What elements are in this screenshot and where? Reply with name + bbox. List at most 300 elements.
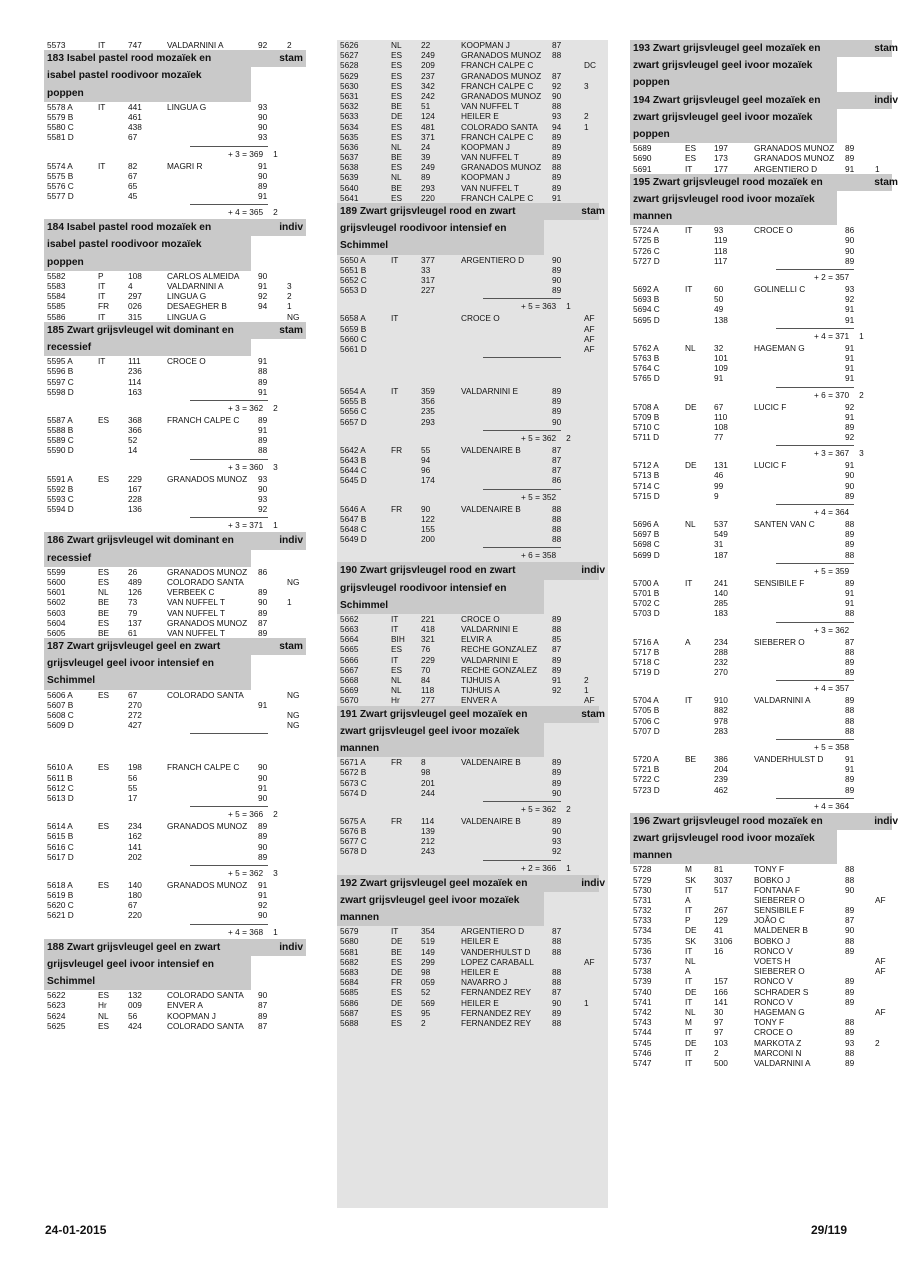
entry-number: 5634 <box>340 121 359 132</box>
entry-number: 5638 <box>340 162 359 173</box>
points: 88 <box>845 549 855 560</box>
table-row <box>44 474 306 484</box>
country-code: ES <box>98 414 110 425</box>
ring-number: 141 <box>714 996 728 1007</box>
table-row <box>630 608 901 618</box>
entry-number: 5703 D <box>633 608 660 619</box>
entry-number: 5653 D <box>340 285 367 296</box>
country-code: ES <box>391 50 403 61</box>
breeder-name: GRANADOS MUNOZ <box>461 162 542 173</box>
table-row <box>630 1038 901 1048</box>
points: 90 <box>845 245 855 256</box>
entry-number: 5614 A <box>47 821 73 832</box>
ring-number: 52 <box>128 435 138 446</box>
country-code: BE <box>391 152 403 163</box>
table-row <box>44 710 306 720</box>
class-header <box>630 174 901 226</box>
placement: NG <box>287 720 300 731</box>
breeder-name: SCHRADER S <box>754 986 809 997</box>
points: 89 <box>258 180 268 191</box>
ring-number: 126 <box>128 587 142 598</box>
ring-number: 155 <box>421 523 435 534</box>
class-header <box>44 50 306 102</box>
table-row <box>337 977 608 987</box>
ring-number: 277 <box>421 695 435 706</box>
team-total <box>630 325 901 343</box>
total-text <box>814 448 864 458</box>
entry-number: 5661 D <box>340 343 367 354</box>
ring-number: 174 <box>421 475 435 486</box>
entry-number: 5685 <box>340 987 359 998</box>
table-row <box>630 1007 901 1017</box>
entry-number: 5573 <box>47 40 66 50</box>
ring-number: 293 <box>421 182 435 193</box>
country-code: IT <box>685 945 693 956</box>
ring-number: 46 <box>714 470 724 481</box>
ring-number: 8 <box>421 757 426 768</box>
total-score: + 3 = 371 <box>228 520 264 531</box>
table-row <box>44 567 306 577</box>
points: 89 <box>258 831 268 842</box>
total-rule <box>190 806 268 807</box>
breeder-name: LUCIC F <box>754 401 787 412</box>
placement: 1 <box>584 685 589 696</box>
class-title-line: poppen <box>44 254 251 271</box>
points: 89 <box>845 143 855 154</box>
ring-number: 424 <box>128 1020 142 1031</box>
ring-number: 67 <box>714 401 724 412</box>
breeder-name: COLORADO SANTA <box>167 990 244 1001</box>
table-row <box>630 412 901 422</box>
country-code: ES <box>98 879 110 890</box>
team-total <box>337 486 608 504</box>
entry-number: 5626 <box>340 40 359 50</box>
table-row <box>630 143 901 153</box>
country-code: P <box>685 915 691 926</box>
ring-number: 84 <box>421 675 431 685</box>
ring-number: 270 <box>128 699 142 710</box>
breeder-name: NAVARRO J <box>461 977 508 988</box>
entry-number: 5746 <box>633 1047 652 1058</box>
table-row <box>630 598 901 608</box>
ring-number: 118 <box>421 685 435 696</box>
table-row <box>630 460 901 470</box>
class-title-line: zwart grijsvleugel geel ivoor mozaïek <box>337 723 544 740</box>
ring-number: 118 <box>714 245 728 256</box>
ring-number: 137 <box>128 617 142 628</box>
table-row <box>630 284 901 294</box>
ring-number: 79 <box>128 607 138 618</box>
points: 87 <box>552 70 562 81</box>
breeder-name: LINGUA G <box>167 311 207 322</box>
country-code: ES <box>391 987 403 998</box>
entry-number: 5593 C <box>47 494 74 504</box>
ring-number: 418 <box>421 624 435 635</box>
ring-number: 136 <box>128 504 142 515</box>
entry-number: 5618 A <box>47 879 73 890</box>
breeder-name: GOLINELLI C <box>754 284 806 294</box>
class-title-line: zwart grijsvleugel geel ivoor mozaïek <box>630 57 837 74</box>
entry-number: 5605 <box>47 627 66 638</box>
table-row <box>44 773 306 783</box>
country-code: FR <box>391 444 403 455</box>
total-rank: 2 <box>566 432 571 443</box>
ring-number: 41 <box>714 925 724 936</box>
points: 92 <box>845 432 855 443</box>
ring-number: 270 <box>714 667 728 678</box>
class-title-line: Schimmel <box>337 237 544 254</box>
points: 90 <box>552 274 562 285</box>
breeder-name: RONCO V <box>754 976 793 987</box>
points: 91 <box>845 163 855 174</box>
entry-number: 5601 <box>47 587 66 598</box>
table-row <box>44 312 306 322</box>
class-header <box>44 638 306 690</box>
table-row <box>44 1000 306 1010</box>
class-header <box>44 532 306 566</box>
ring-number: 2 <box>421 1017 426 1028</box>
country-code: ES <box>391 131 403 142</box>
breeder-name: GRANADOS MUNOZ <box>167 879 248 890</box>
class-type: stam <box>581 708 605 720</box>
points: 89 <box>552 264 562 275</box>
ring-number: 82 <box>128 160 138 171</box>
breeder-name: RECHE GONZALEZ <box>461 664 538 675</box>
points: 92 <box>552 80 562 91</box>
ring-number: 272 <box>128 710 142 720</box>
points: 87 <box>258 1000 268 1011</box>
entry-number: 5763 B <box>633 352 660 363</box>
total-text <box>521 360 531 370</box>
country-code: IT <box>391 386 399 397</box>
entry-number: 5580 C <box>47 122 74 133</box>
placement: AF <box>584 313 595 324</box>
entry-number: 5730 <box>633 884 652 895</box>
entry-number: 5711 D <box>633 432 660 443</box>
points: 88 <box>552 936 562 947</box>
points: 88 <box>845 935 855 946</box>
class-type: indiv <box>581 877 605 889</box>
total-text <box>521 804 571 814</box>
ring-number: 108 <box>128 270 142 281</box>
table-row <box>44 880 306 890</box>
entry-number: 5733 <box>633 915 652 926</box>
ring-number: 97 <box>714 1017 724 1028</box>
country-code: NL <box>391 172 402 183</box>
entry-number: 5588 B <box>47 425 74 436</box>
total-score: + 2 = 357 <box>814 272 850 282</box>
entry-number: 5586 <box>47 311 66 322</box>
entry-number: 5697 B <box>633 529 660 540</box>
total-rule <box>483 430 561 431</box>
placement: AF <box>875 966 886 977</box>
table-row <box>337 644 608 654</box>
breeder-name: TIJHUIS A <box>461 675 500 685</box>
entry-number: 5615 B <box>47 831 74 842</box>
points: 88 <box>845 1017 855 1028</box>
points: 89 <box>845 421 855 432</box>
total-text <box>814 625 859 635</box>
entry-number: 5668 <box>340 675 359 685</box>
entry-number: 5612 C <box>47 782 74 793</box>
ring-number: 67 <box>128 170 138 181</box>
team-total <box>337 857 608 875</box>
ring-number: 237 <box>421 70 435 81</box>
team-total <box>630 384 901 402</box>
country-code: IT <box>98 40 106 50</box>
total-score: + 4 = 368 <box>228 926 264 937</box>
breeder-name: HEILER E <box>461 966 499 977</box>
team-total <box>630 795 901 813</box>
points: 88 <box>845 519 855 529</box>
entry-number: 5704 A <box>633 695 659 706</box>
ring-number: 285 <box>714 598 728 609</box>
breeder-name: VALDENAIRE B <box>461 757 521 768</box>
table-row <box>337 101 608 111</box>
breeder-name: VAN NUFFEL T <box>461 182 519 193</box>
country-code: IT <box>98 311 106 322</box>
breeder-name: CROCE O <box>167 356 206 367</box>
table-row <box>337 50 608 60</box>
country-code: ES <box>391 192 403 203</box>
table-row <box>337 1008 608 1018</box>
country-code: DE <box>685 460 697 471</box>
breeder-name: COLORADO SANTA <box>167 576 244 587</box>
ring-number: 56 <box>128 1010 138 1021</box>
ring-number: 98 <box>421 767 431 778</box>
points: 88 <box>552 523 562 534</box>
country-code: IT <box>391 613 399 624</box>
table-row <box>44 415 306 425</box>
table-row <box>337 947 608 957</box>
entry-number: 5677 C <box>340 836 367 847</box>
points: 89 <box>258 607 268 618</box>
points: 89 <box>552 613 562 624</box>
total-rule <box>190 517 268 518</box>
points: 90 <box>845 480 855 491</box>
breeder-name: GRANADOS MUNOZ <box>461 90 542 101</box>
placement: 2 <box>287 291 292 302</box>
entry-number: 5694 C <box>633 304 660 315</box>
table-row <box>630 667 901 677</box>
class-title-line: 183 Isabel pastel rood mozaïek en <box>44 50 306 67</box>
breeder-name: FRANCH CALPE C <box>461 60 534 71</box>
ring-number: 140 <box>714 587 728 598</box>
breeder-name: VAN NUFFEL T <box>167 627 225 638</box>
ring-number: 140 <box>128 879 142 890</box>
ring-number: 32 <box>714 342 724 353</box>
total-score: + 5 = 358 <box>814 742 850 752</box>
breeder-name: ARGENTIERO D <box>754 163 818 174</box>
entry-number: 5656 C <box>340 406 367 417</box>
table-row <box>44 425 306 435</box>
total-text <box>814 507 859 517</box>
ring-number: 132 <box>128 990 142 1001</box>
points: 93 <box>845 284 855 294</box>
points: 90 <box>552 416 562 427</box>
ring-number: 239 <box>714 774 728 785</box>
placement: AF <box>875 956 886 966</box>
class-type: stam <box>874 43 898 54</box>
country-code: ES <box>391 644 403 655</box>
entry-number: 5641 <box>340 192 359 203</box>
entry-number: 5678 D <box>340 846 367 857</box>
country-code: DE <box>685 986 697 997</box>
ring-number: 50 <box>714 294 724 305</box>
table-row <box>630 343 901 353</box>
class-header <box>630 813 901 865</box>
entry-number: 5718 C <box>633 656 660 667</box>
ring-number: 234 <box>714 636 728 647</box>
total-score: + 4 = 365 <box>228 207 264 218</box>
total-text <box>814 272 859 282</box>
table-row <box>630 294 901 304</box>
table-row <box>630 588 901 598</box>
table-row <box>44 587 306 597</box>
country-code: IT <box>685 284 693 294</box>
points: 90 <box>258 990 268 1001</box>
entry-number: 5670 <box>340 695 359 706</box>
entry-number: 5726 C <box>633 245 660 256</box>
ring-number: 249 <box>421 50 435 61</box>
entry-number: 5692 A <box>633 284 659 294</box>
table-row <box>337 767 608 777</box>
table-row <box>337 162 608 172</box>
class-title-line: mannen <box>337 909 544 926</box>
table-row <box>44 171 306 181</box>
ring-number: 321 <box>421 634 435 645</box>
ring-number: 366 <box>128 425 142 436</box>
points: 85 <box>552 634 562 645</box>
table-row <box>337 275 608 285</box>
country-code: FR <box>391 503 403 514</box>
table-row <box>44 910 306 920</box>
ring-number: 91 <box>714 373 724 384</box>
ring-number: 249 <box>421 162 435 173</box>
team-total <box>337 427 608 445</box>
breeder-name: HAGEMAN G <box>754 342 805 353</box>
country-code: IT <box>98 356 106 367</box>
table-row <box>44 281 306 291</box>
total-text <box>228 207 278 217</box>
ring-number: 73 <box>128 597 138 608</box>
points: 89 <box>552 815 562 826</box>
points: 91 <box>258 160 268 171</box>
total-score: + 3 = 362 <box>228 402 264 413</box>
breeder-name: BOBKO J <box>754 935 790 946</box>
ring-number: 3106 <box>714 935 733 946</box>
table-row <box>630 304 901 314</box>
entry-number: 5574 A <box>47 160 73 171</box>
entry-number: 5720 A <box>633 754 659 764</box>
points: 90 <box>552 997 562 1008</box>
points: 93 <box>258 132 268 143</box>
total-text <box>814 331 864 341</box>
points: 89 <box>845 1027 855 1038</box>
breeder-name: HEILER E <box>461 997 499 1008</box>
ring-number: 342 <box>421 80 435 91</box>
breeder-name: TONY F <box>754 1017 785 1028</box>
total-rule <box>190 459 268 460</box>
ring-number: 93 <box>714 225 724 236</box>
table-row <box>630 895 901 905</box>
breeder-name: SENSIBILE F <box>754 577 805 588</box>
country-code: ES <box>391 1017 403 1028</box>
class-header <box>630 40 901 92</box>
total-text <box>521 433 571 443</box>
total-rank: 1 <box>273 926 278 937</box>
country-code: ES <box>98 821 110 832</box>
team-total <box>44 397 306 415</box>
country-code: FR <box>98 301 110 312</box>
country-code: NL <box>98 1010 109 1021</box>
table-row <box>630 432 901 442</box>
ring-number: 157 <box>714 976 728 987</box>
entry-number: 5575 B <box>47 170 74 181</box>
total-score: + 5 = 366 <box>228 809 264 820</box>
table-row <box>630 905 901 915</box>
breeder-name: GRANADOS MUNOZ <box>461 70 542 81</box>
points: 91 <box>845 587 855 598</box>
entry-number: 5735 <box>633 935 652 946</box>
entry-number: 5649 D <box>340 534 367 545</box>
table-row <box>44 366 306 376</box>
ring-number: 519 <box>421 936 435 947</box>
ring-number: 2 <box>714 1047 719 1058</box>
breeder-name: VAN NUFFEL T <box>167 607 225 618</box>
entry-number: 5623 <box>47 1000 66 1011</box>
entry-number: 5714 C <box>633 480 660 491</box>
points: 87 <box>552 926 562 937</box>
table-row <box>630 705 901 715</box>
placement: NG <box>287 576 300 587</box>
table-row <box>44 793 306 803</box>
table-row <box>44 377 306 387</box>
country-code: IT <box>685 996 693 1007</box>
total-score: + 3 = 360 <box>228 461 264 472</box>
entry-number: 5631 <box>340 90 359 101</box>
ring-number: 81 <box>714 864 724 875</box>
class-title-line: 190 Zwart grijsvleugel rood en zwart <box>337 562 599 579</box>
points: 90 <box>258 111 268 122</box>
points: 88 <box>845 874 855 885</box>
entry-number: 5591 A <box>47 473 73 484</box>
points: 91 <box>258 386 268 397</box>
table-row <box>44 132 306 142</box>
table-row <box>44 484 306 494</box>
table-row <box>44 112 306 122</box>
placement: 2 <box>584 111 589 122</box>
ring-number: 183 <box>714 608 728 619</box>
total-rank: 2 <box>566 803 571 814</box>
points: 90 <box>552 90 562 101</box>
entry-number: 5595 A <box>47 356 73 367</box>
ring-number: 910 <box>714 695 728 706</box>
table-row <box>337 634 608 644</box>
table-row <box>337 967 608 977</box>
table-row <box>630 353 901 363</box>
placement: 2 <box>584 675 589 685</box>
breeder-name: RONCO V <box>754 945 793 956</box>
entry-number: 5738 <box>633 966 652 977</box>
country-code: M <box>685 864 692 875</box>
points: 90 <box>845 884 855 895</box>
ring-number: 232 <box>714 656 728 667</box>
points: 87 <box>552 455 562 465</box>
ring-number: 059 <box>421 977 435 988</box>
points: 89 <box>552 141 562 152</box>
table-row <box>337 695 608 705</box>
